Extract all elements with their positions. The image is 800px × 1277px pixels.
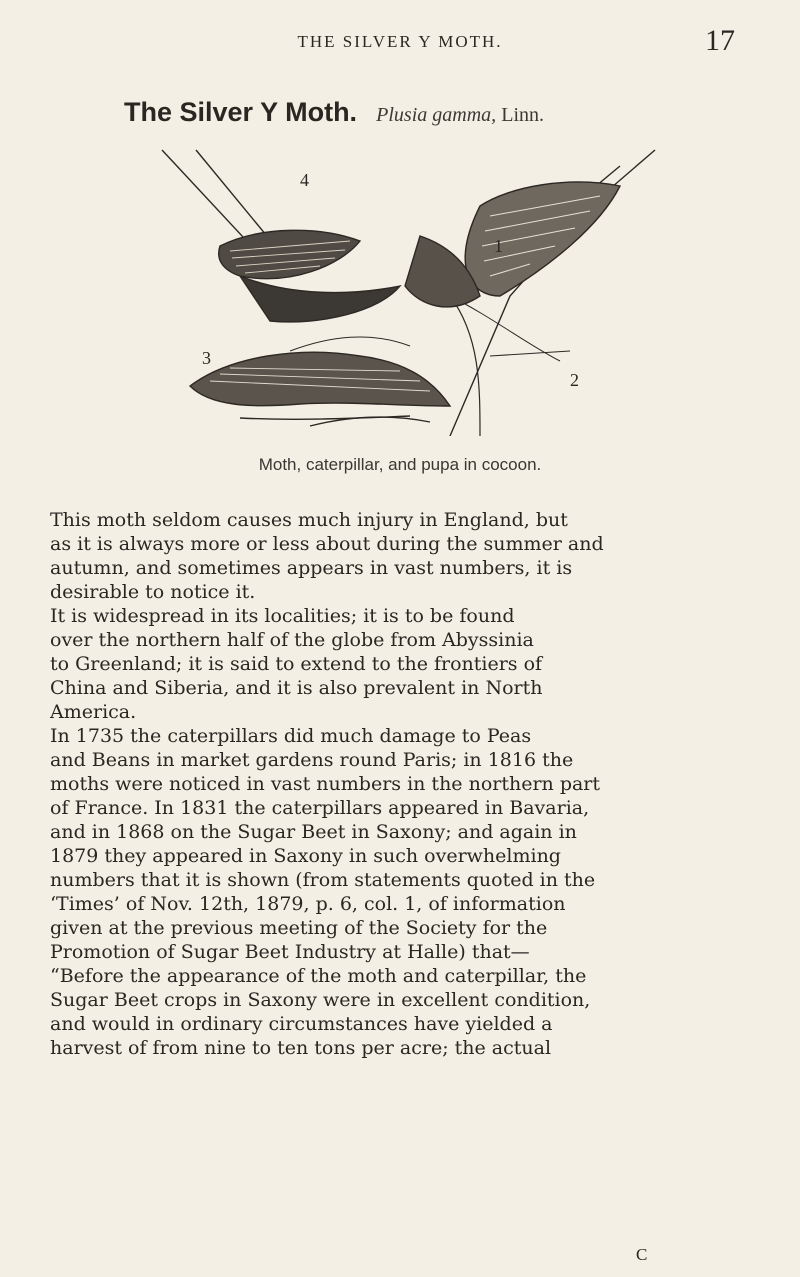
text-line: moths were noticed in vast numbers in the northern part bbox=[50, 773, 601, 795]
paragraph-3 bbox=[50, 724, 752, 1060]
figure-caption: Moth, caterpillar, and pupa in cocoon. bbox=[258, 455, 542, 474]
page-header bbox=[0, 24, 800, 58]
text-line: desirable to notice it. bbox=[50, 581, 256, 603]
engraving-figure bbox=[150, 146, 660, 436]
paragraph-2 bbox=[50, 604, 752, 724]
text-line: given at the previous meeting of the Society for the bbox=[50, 917, 548, 939]
running-head: THE SILVER Y MOTH. bbox=[297, 32, 503, 51]
text-line: ‘Times’ of Nov. 12th, 1879, p. 6, col. 1, of information bbox=[50, 893, 566, 915]
scientific-name: Plusia gamma, bbox=[376, 104, 497, 126]
text-line: China and Siberia, and it is also prevalent in North bbox=[50, 677, 543, 699]
text-line: It is widespread in its localities; it is to be found bbox=[50, 605, 515, 627]
text-line: 1879 they appeared in Saxony in such overwhelming bbox=[50, 845, 561, 867]
text-line: harvest of from nine to ten tons per acre; the actual bbox=[50, 1037, 552, 1059]
text-line: “Before the appearance of the moth and caterpillar, the bbox=[50, 965, 587, 987]
text-line: autumn, and sometimes appears in vast numbers, it is bbox=[50, 557, 573, 579]
text-line: over the northern half of the globe from Abyssinia bbox=[50, 629, 534, 651]
moth-illustration bbox=[150, 146, 660, 436]
text-line: Promotion of Sugar Beet Industry at Halle) that— bbox=[50, 941, 530, 963]
text-line: and would in ordinary circumstances have yielded a bbox=[50, 1013, 553, 1035]
page-number: 17 bbox=[705, 24, 735, 57]
figure-label-1: 1 bbox=[494, 236, 503, 256]
text-line: numbers that it is shown (from statements quoted in the bbox=[50, 869, 596, 891]
text-line: and in 1868 on the Sugar Beet in Saxony; and again in bbox=[50, 821, 577, 843]
figure-label-4: 4 bbox=[300, 170, 309, 190]
text-line: and Beans in market gardens round Paris; in 1816 the bbox=[50, 749, 574, 771]
page-title: The Silver Y Moth. bbox=[124, 97, 358, 127]
text-line: to Greenland; it is said to extend to the frontiers of bbox=[50, 653, 543, 675]
signature-mark: C bbox=[636, 1245, 648, 1264]
body-text bbox=[50, 508, 752, 1060]
taxonomic-authority: Linn. bbox=[501, 104, 545, 126]
figure-label-3: 3 bbox=[202, 348, 211, 368]
text-line: America. bbox=[50, 701, 137, 723]
text-line: Sugar Beet crops in Saxony were in excellent condition, bbox=[50, 989, 591, 1011]
heading bbox=[124, 97, 544, 128]
text-line: This moth seldom causes much injury in England, but bbox=[50, 509, 568, 531]
text-line: In 1735 the caterpillars did much damage to Peas bbox=[50, 725, 532, 747]
figure-label-2: 2 bbox=[570, 370, 579, 390]
paragraph-1 bbox=[50, 508, 752, 604]
text-line: as it is always more or less about during the summer and bbox=[50, 533, 604, 555]
text-line: of France. In 1831 the caterpillars appeared in Bavaria, bbox=[50, 797, 590, 819]
